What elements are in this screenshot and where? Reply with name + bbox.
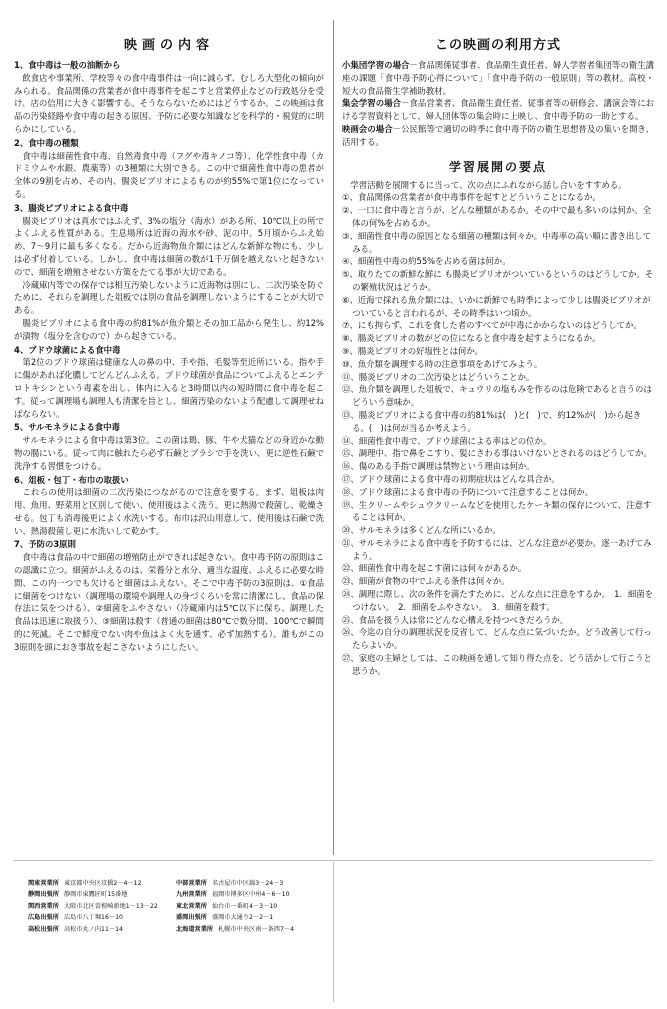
office-entry [176,901,324,912]
section-paragraph: 冷蔵庫内等での保存では相互汚染しないように近海物は別にし、二次汚染を防ぐために、それらを調理した俎板では別の食品を調理しないようにすることが大切である。 [14,279,324,316]
office-address: 大阪市北区曽根崎新地1－13－22 [63,902,158,910]
office-name: 静岡出張所 [28,891,59,899]
section-paragraph: サルモネラによる食中毒は第3位。この菌は鶏、豚、牛や犬猫などの身近かな動物の腸にいる。従って肉に触れたら必ず石鹸とブラシで手を洗い、更に逆性石鹸で洗浄する習慣をつける。 [14,435,324,471]
office-name: 高松出張所 [28,925,59,933]
question-item: ㉗、家庭の主婦としては、この映画を通して知り得た点を、どう活かして行こうと思うか。 [342,653,652,676]
section-heading: 1、食中毒は一般の油断から [14,60,121,70]
office-name: 中部営業所 [176,880,207,887]
office-row [28,878,324,889]
question-item: ⑥、近海で採れる魚介類には、いかに新鮮でも時季によって少しは腸炎ビブリオがついていると言われるが、その時季はいつ頃か。 [342,294,651,318]
section-paragraph: 飲食店や事業所、学校等々の食中毒事件は一向に減らず、むしろ大型化の傾向がみられる。食品関係の営業者が食中毒事件を起こすと営業停止などの行政処分を受け、店の信用に大きく影響する。そうならないためにはどうするか。この映画は食品の汚染経路や食中毒の起きる原因、予防に必要な知識などを科学的・視覚的に明らかにしている。 [14,72,324,134]
usage-item [342,123,654,149]
usage-list [342,59,654,149]
question-item: ④、細菌性中毒の約55%を占める菌は何か。 [342,256,511,267]
question-item: ㉖、今迄の自分の調理状況を反省して、どんな点に気づいたか。どう改善して行ったらよいか。 [342,627,652,651]
office-entry [28,912,176,923]
question-item: ⑮、調理中、指で鼻をこすり、髪にさわる事はいけないとされるのはどうしてか。 [342,448,652,459]
question-item: ㉓、細菌が食物の中でふえる条件は何々か。 [342,576,510,587]
office-entry [28,878,176,889]
question-item: ⑯、傷のある手指で調理は禁物という理由は何か。 [342,461,535,472]
office-row [28,889,324,900]
study-subtitle: 学習展開の要点 [448,159,547,174]
left-column [14,12,324,852]
section-paragraph: 腸炎ビブリオによる食中毒の約81%が魚介類とその加工品から発生し、約12%が漬物（塩分を含むので）から起きている。 [14,317,324,341]
usage-text: －食品営業者、食品衛生責任者、従事者等の研修会、講演会等における学習資料として、婦人団体等の集会時に上映し、食中毒予防の一助とする。 [342,98,654,122]
section-heading: 6、俎板・包丁・布巾の取扱い [14,474,129,485]
office-entry [28,924,176,935]
question-item: ⑧、腸炎ビブリオの数がどの位になると食中毒を起すようになるか。 [342,333,601,344]
usage-text: －食品関係従事者、食品衛生責任者、婦人学習者集団等の衛生講座の課題「食中毒予防心得について」「食中毒予防の一般原則」等の教材。高校・短大の食品衛生学補助教材。 [342,60,654,96]
question-item: ㉕、食品を扱う人は常にどんな心構えを持つべきだろうか。 [342,614,569,625]
question-item: ⑩、魚介類を調理する時の注意事項をあげてみよう。 [342,358,543,369]
office-row [28,912,324,923]
question-item: ⑬、腸炎ビブリオによる食中毒の約81%は( )と( )で、約12%が( )から起きる。( )は何が当るか考えよう。 [342,409,642,433]
section-heading: 4、ブドウ球菌による食中毒 [14,344,121,355]
question-item: ⑪、腸炎ビブリオの二次汚染とはどういうことか。 [342,371,535,382]
office-address: 静岡市東鷹匠町15番地 [63,891,128,899]
usage-item [342,97,654,123]
right-title: この映画の利用方式 [434,38,561,53]
section-heading: 7、予防の3原則 [14,539,76,550]
office-row [28,924,324,935]
right-column [342,12,654,852]
office-name: 盛岡出張所 [176,914,207,922]
office-name: 北海道営業所 [176,925,214,933]
question-list [342,191,654,677]
question-item: ⑰、ブドウ球菌による食中毒の初期症状はどんな具合か。 [342,473,560,484]
question-item: ㉔、調理に際し、次の条件を満たすために、どんな点に注意をするか。 1．細菌をつけない。 2．細菌をふやさない。 3．細菌を殺す。 [342,589,654,612]
question-item: ⑦、にも拘らず、これを食した者のすべてが中毒にかからないのはどうしてか。 [342,320,642,331]
question-item: ㉑、サルモネラによる食中毒を予防するには、どんな注意が必要か。逐一あげてみよう。 [342,537,652,561]
office-address: 盛岡市大通り2－2－1 [211,914,274,922]
section-heading: 3、腸炎ビブリオによる食中毒 [14,202,129,213]
left-title: 映画の内容 [123,38,214,53]
usage-label: 映画会の場合 [342,123,393,134]
question-item: ⑱、ブドウ球菌による食中毒の予防について注意することは何か。 [342,486,594,497]
question-item: ㉒、細菌性食中毒を起こす菌には何々があるか。 [342,563,527,574]
office-entry [28,901,176,912]
footer-divider [333,862,334,1002]
section-paragraph: 食中毒は食品の中で細菌の増殖防止ができれば起きない。食中毒予防の原則はこの認識に立つ。細菌がふえるのは、栄養分と水分、適当な温度、ふえるに必要な時間、この内一つでも欠けると細菌はふえない。そこで中毒予防の3原則は、①食品に細菌をつけない（調理場の環境や調理人の身づくろいを常に清潔にし、食品の保存法に気をつける）、②細菌をふやさない（冷蔵庫内は5℃以下に保ち、調理した食品は迅速に取扱う）、③細菌は殺す（普通の細菌は80℃で数分間、100℃で瞬間的に死滅。そこで鮮度でない肉や魚はよく火を通す、必ず加熱する）。誰もがこの3原則を頭におき事故を起こさないようにしたい。 [14,552,324,652]
office-address: 広島市八丁堀16－10 [63,914,123,922]
question-item: ⑳、サルモネラは多くどんな所にいるか。 [342,525,501,536]
section-paragraph: 食中毒は細菌性食中毒、自然毒食中毒（フグや毒キノコ等）、化学性食中毒（カドミウムや水銀、農薬等）の3種類に大別できる。この中で細菌性食中毒の患者が全体の9割を占め、その内、腸炎ビブリオによるものが約55%で第1位になっている。 [14,150,324,199]
office-entry [28,889,176,900]
column-divider [333,20,334,855]
office-entry [176,924,324,935]
office-address: 福岡市博多区中州4－6－10 [211,891,290,899]
office-address: 名古屋市中区錦3－24－3 [211,880,284,887]
content-sections [14,59,324,654]
office-address: 高松市丸ノ内11－14 [63,925,123,933]
usage-label: 小集団学習の場合 [342,60,410,70]
office-name: 広島出張所 [28,914,59,922]
question-item: ⑲、生クリームやシュウクリームなどを使用したケーキ類の保存について、注意することは何か。 [342,499,652,523]
question-item: ③、細菌性食中毒の原因となる細菌の種類は何々か。中毒率の高い順に書き出してみる。 [342,230,652,254]
section-paragraph: 第2位のブドウ球菌は健康な人の鼻の中、手や指、毛髪等至近所にいる。指や手に傷があれば化膿してどんどんふえる。ブドウ球菌が食品についてふえるとエンテロトキシンという毒素を出し、体内に入ると3時間以内の短時間に食中毒を起こす。従って調理場も調理人も清潔を旨とし、細菌汚染のないよう配慮して調理せねばならない。 [14,357,324,419]
office-name: 関東営業所 [28,880,59,887]
office-list [28,878,324,935]
office-entry [176,878,324,889]
office-name: 関西営業所 [28,902,59,910]
office-entry [176,889,324,900]
office-entry [176,912,324,923]
usage-text: －公民館等で適切の時季に食中毒予防の衛生思想普及の集いを開き、活用する。 [342,123,654,147]
section-paragraph: 腸炎ビブリオは真水ではふえず、3%の塩分（海水）がある所、10℃以上の所でよくふえる性質がある。生息場所は近海の海水や砂、泥の中。5月頃からふえ始め、7～9月に最も多くなる。だから近海物魚介類にはどんな新鮮な物にも、少しは必ず付着している。しかし、食中毒は細菌の数が1千万個を越えないと起きないので、細菌を増殖させない方策をたてる事が大切である。 [14,215,324,277]
section-paragraph: これらの使用は細菌の二次汚染につながるので注意を要する。まず、俎板は肉用、魚用、野菜用と区別して使い、使用後はよく洗う。更に熱湯で殺菌し、乾燥させる。包丁も消毒後更によく水洗いする。布巾は沢山用意して、使用後は石鹸で洗い、熱湯殺菌し更に水洗いして乾かす。 [14,487,324,536]
footer-rule [14,860,653,861]
office-address: 札幌市中央区南一条西7－4 [218,925,295,933]
question-item: ⑫、魚介類を調理した俎板で、キュウリの塩もみを作るのは危険であると言うのはどういう意味か。 [342,384,652,408]
question-item: ⑨、腸炎ビブリオの好塩性とは何か。 [342,345,484,356]
office-row [28,901,324,912]
question-item: ⑭、細菌性食中毒で、ブドウ球菌による率はどの位か。 [342,435,552,446]
office-address: 仙台市一番町4－3－10 [211,902,278,910]
usage-item [342,59,654,97]
question-item: ⑤、取りたての新鮮な鮮に も腸炎ビブリオがついているというのはどうしてか。その繁殖状況はどうか。 [342,269,654,292]
office-address: 東京都中央区京橋2－4－12 [63,880,142,887]
study-intro: 学習活動を展開するに当って、次の点にふれながら話し合いをすすめる。 [350,179,627,190]
section-heading: 2、食中毒の種類 [14,137,79,148]
usage-label: 集会学習の場合 [342,98,402,109]
section-heading: 5、サルモネラによる食中毒 [14,422,120,433]
question-item: ②、一口に食中毒と言うが、どんな種類があるか。その中で最も多いのは何か。全体の何%を占めるか。 [342,205,652,228]
office-name: 東北営業所 [176,902,207,910]
office-name: 九州営業所 [176,891,207,899]
question-item: ①、食品関係の営業者が食中毒事件を起すとどういうことになるか。 [342,192,601,203]
